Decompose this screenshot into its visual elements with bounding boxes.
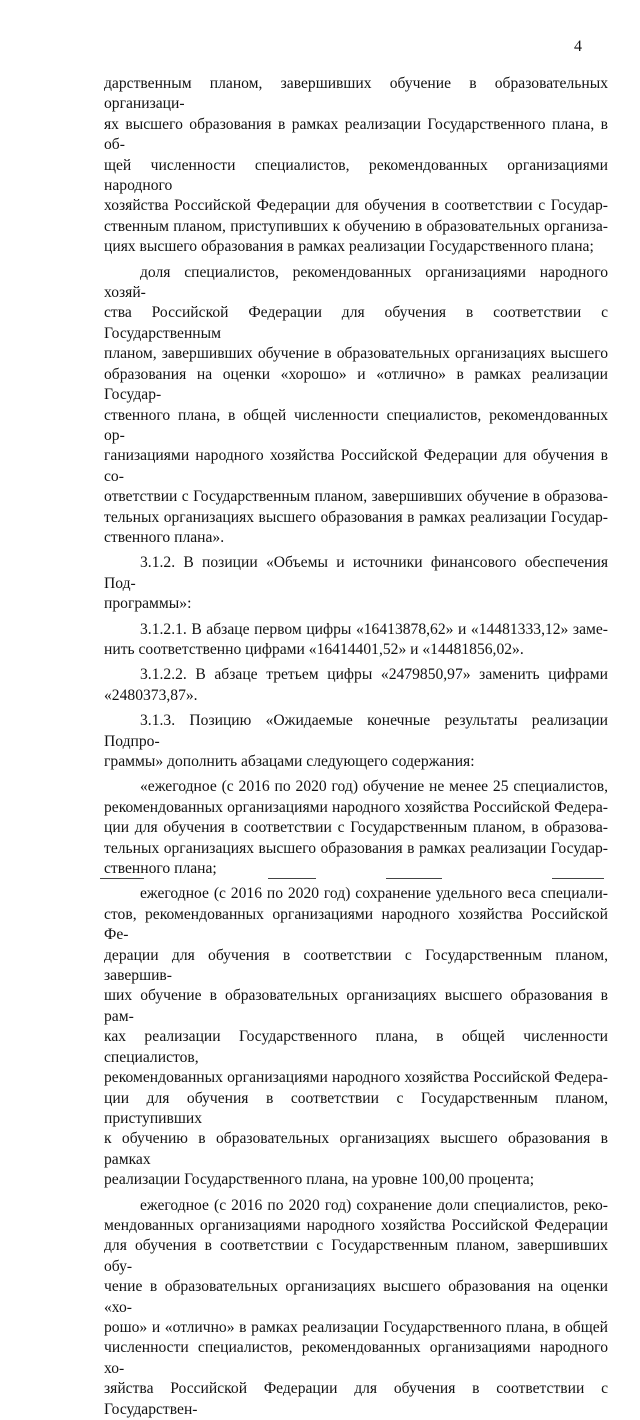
text-line: реализации Государственного плана, на уровне 100,00 процента; xyxy=(104,1171,535,1189)
text-line: планом, завершивших обучение в образовательных организациях высшего xyxy=(104,345,608,363)
text-line: 3.1.2. В позиции «Объемы и источники финансового обеспечения Под- xyxy=(104,554,608,592)
paragraph xyxy=(104,665,608,706)
text-line: чение в образовательных организациях высшего образования на оценки «хо- xyxy=(104,1278,608,1316)
text-line: численности специалистов, рекомендованных организациями народного хо- xyxy=(104,1339,608,1377)
text-line: мендованных организациями народного хозяйства Российской Федерации xyxy=(104,1216,608,1234)
text-line: образования на оценки «хорошо» и «отлично» в рамках реализации Государ- xyxy=(104,365,608,404)
paragraph xyxy=(104,777,608,879)
text-line: 3.1.2.1. В абзаце первом цифры «16413878,62» и «14481333,12» заме- xyxy=(140,620,608,638)
text-line: дарственным планом, завершивших обучение в образовательных организаци- xyxy=(104,75,608,113)
text-line: хозяйства Российской Федерации для обучения в соответствии с Государ- xyxy=(104,197,608,215)
text-line: «ежегодное (с 2016 по 2020 год) обучение не менее 25 специалистов, xyxy=(140,778,608,796)
paragraph xyxy=(104,263,608,549)
text-line: доля специалистов, рекомендованных организациями народного хозяй- xyxy=(104,263,608,302)
text-line: «2480373,87». xyxy=(104,686,198,704)
footer-rule xyxy=(386,878,442,879)
text-line: ших обучение в образовательных организациях высшего образования в рам- xyxy=(104,987,608,1025)
text-line: ции для обучения в соответствии с Государственным планом, приступивших xyxy=(104,1089,608,1127)
footer-rule xyxy=(268,878,316,879)
document-body xyxy=(104,74,608,1420)
text-line: ственного плана; xyxy=(104,860,217,878)
text-line: ежегодное (с 2016 по 2020 год) сохранение удельного веса специали- xyxy=(140,885,608,903)
paragraph xyxy=(104,884,608,1190)
text-line: для обучения в соответствии с Государственным планом, завершивших обу- xyxy=(104,1237,608,1275)
text-line: ственным планом, приступивших к обучению в образовательных организа- xyxy=(104,217,608,235)
footer-rule xyxy=(552,878,604,879)
footer-rule xyxy=(100,878,144,879)
text-line: нить соответственно цифрами «16414401,52» и «14481856,02». xyxy=(104,640,524,658)
text-line: ства Российской Федерации для обучения в соответствии с Государственным xyxy=(104,304,608,342)
text-line: тельных организациях высшего образования в рамках реализации Государ- xyxy=(104,508,608,526)
text-line: ответствии с Государственным планом, завершивших обучение в образова- xyxy=(104,488,608,506)
text-line: ции для обучения в соответствии с Государственным планом, в образова- xyxy=(104,819,608,837)
text-line: ганизациями народного хозяйства Российской Федерации для обучения в со- xyxy=(104,447,608,485)
text-line: 3.1.3. Позицию «Ожидаемые конечные результаты реализации Подпро- xyxy=(104,712,608,750)
text-line: зяйства Российской Федерации для обучения в соответствии с Государствен- xyxy=(104,1380,608,1418)
text-line: рошо» и «отлично» в рамках реализации Государственного плана, в общей xyxy=(104,1318,608,1336)
text-line: ственного плана, в общей численности специалистов, рекомендованных ор- xyxy=(104,406,608,444)
text-line: ках реализации Государственного плана, в общей численности специалистов, xyxy=(104,1028,608,1066)
text-line: рекомендованных организациями народного хозяйства Российской Федера- xyxy=(104,1069,608,1087)
paragraph xyxy=(104,620,608,661)
text-line: к обучению в образовательных организациях высшего образования в рамках xyxy=(104,1130,608,1168)
text-line: ственного плана». xyxy=(104,528,225,546)
text-line: тельных организациях высшего образования в рамках реализации Государ- xyxy=(104,839,608,857)
paragraph xyxy=(104,74,608,258)
text-line: рекомендованных организациями народного хозяйства Российской Федера- xyxy=(104,798,608,816)
text-line: граммы» дополнить абзацами следующего содержания: xyxy=(104,753,475,770)
paragraph xyxy=(104,553,608,614)
text-line: щей численности специалистов, рекомендованных организациями народного xyxy=(104,156,608,195)
text-line: дерации для обучения в соответствии с Государственным планом, завершив- xyxy=(104,946,608,985)
page-number: 4 xyxy=(574,38,582,55)
text-line: стов, рекомендованных организациями народного хозяйства Российской Фе- xyxy=(104,905,608,944)
text-line: программы»: xyxy=(104,595,192,613)
text-line: ежегодное (с 2016 по 2020 год) сохранение доли специалистов, реко- xyxy=(140,1196,608,1214)
paragraph xyxy=(104,1196,608,1420)
text-line: ях высшего образования в рамках реализации Государственного плана, в об- xyxy=(104,115,608,154)
text-line: 3.1.2.2. В абзаце третьем цифры «2479850,97» заменить цифрами xyxy=(140,666,608,684)
paragraph xyxy=(104,711,608,772)
text-line: циях высшего образования в рамках реализации Государственного плана; xyxy=(104,238,594,256)
